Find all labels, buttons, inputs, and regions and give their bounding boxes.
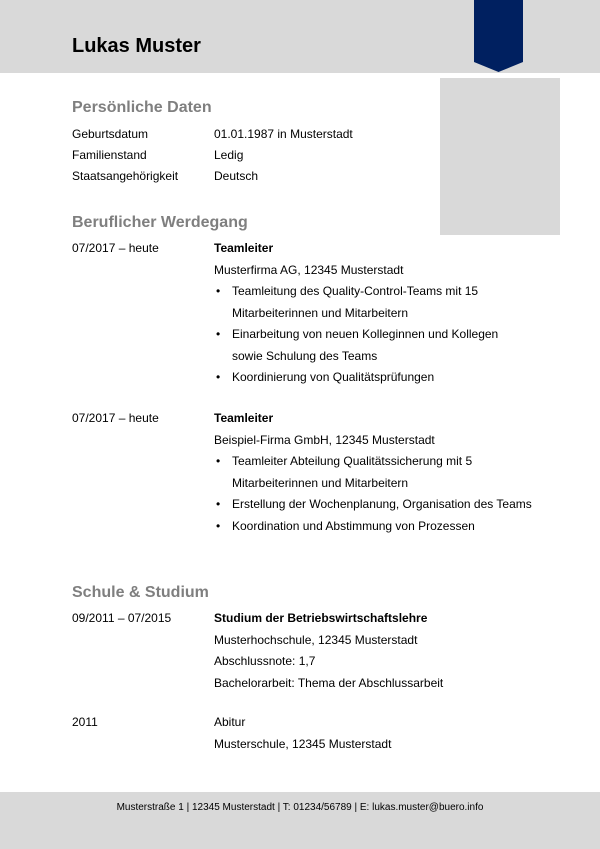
bullet-dot-icon: • xyxy=(216,327,221,341)
bullet-item xyxy=(214,367,532,389)
bullet-dot-icon: • xyxy=(216,370,221,384)
bullet-item xyxy=(214,324,532,367)
bullet-text: Koordinierung von Qualitätsprüfungen xyxy=(232,370,435,384)
entry-date: 09/2011 – 07/2015 xyxy=(72,611,172,625)
footer-contact: Musterstraße 1 | 12345 Musterstadt | T: 01234/56789 | E: lukas.muster@buero.info xyxy=(116,802,484,813)
bullet-dot-icon: • xyxy=(216,518,221,533)
footer-band xyxy=(0,792,600,849)
bullet-text: Teamleitung des Quality-Control-Teams mit 15 Mitarbeiterinnen und Mitarbeitern xyxy=(232,284,479,320)
bullet-text: Teamleiter Abteilung Qualitätssicherung mit 5 Mitarbeiterinnen und Mitarbeitern xyxy=(232,454,473,490)
personal-label: Familienstand xyxy=(72,148,147,162)
entry-company: Musterfirma AG, 12345 Musterstadt xyxy=(214,262,404,277)
bullet-dot-icon: • xyxy=(216,284,221,298)
bookmark-ribbon-icon xyxy=(474,0,523,72)
entry-title: Teamleiter xyxy=(214,241,274,255)
education-entry xyxy=(72,712,542,755)
personal-value: Deutsch xyxy=(214,169,259,183)
bullet-text: Einarbeitung von neuen Kolleginnen und Kollegen sowie Schulung des Teams xyxy=(232,327,499,363)
personal-row xyxy=(72,166,542,187)
entry-body xyxy=(214,408,542,537)
entry-date: 07/2017 – heute xyxy=(72,241,159,255)
entry-title: Abitur xyxy=(214,715,246,729)
education-entry xyxy=(72,608,542,694)
career-entry xyxy=(72,238,542,389)
personal-row xyxy=(72,124,542,145)
bullet-item xyxy=(214,516,532,538)
entry-date: 2011 xyxy=(72,715,98,729)
entry-title: Studium der Betriebswirtschaftslehre xyxy=(214,611,428,625)
bullet-text: Erstellung der Wochenplanung, Organisation des Teams xyxy=(232,497,532,511)
personal-row xyxy=(72,145,542,166)
entry-line: Bachelorarbeit: Thema der Abschlussarbeit xyxy=(214,675,444,690)
bullet-item xyxy=(214,281,532,324)
entry-date: 07/2017 – heute xyxy=(72,411,159,425)
entry-body xyxy=(214,712,542,755)
bullet-dot-icon: • xyxy=(216,497,221,511)
section-title-education: Schule & Studium xyxy=(72,584,209,601)
bullet-item xyxy=(214,494,532,516)
personal-value: Ledig xyxy=(214,148,244,162)
personal-label: Staatsangehörigkeit xyxy=(72,169,179,183)
section-title-career: Beruflicher Werdegang xyxy=(72,214,248,231)
personal-label: Geburtsdatum xyxy=(72,127,149,141)
entry-bullets xyxy=(214,281,542,389)
entry-line: Abschlussnote: 1,7 xyxy=(214,654,316,668)
bullet-dot-icon: • xyxy=(216,454,221,468)
applicant-name: Lukas Muster xyxy=(72,35,201,57)
entry-body xyxy=(214,238,542,389)
career-entry xyxy=(72,408,542,537)
bullet-text: Koordination und Abstimmung von Prozessen xyxy=(232,518,475,533)
entry-title: Teamleiter xyxy=(214,411,274,425)
section-title-personal: Persönliche Daten xyxy=(72,99,212,116)
personal-value: 01.01.1987 in Musterstadt xyxy=(214,127,353,141)
personal-data-section xyxy=(72,124,542,187)
entry-company: Beispiel-Firma GmbH, 12345 Musterstadt xyxy=(214,432,435,447)
entry-line: Musterschule, 12345 Musterstadt xyxy=(214,736,392,751)
bullet-item xyxy=(214,451,532,494)
entry-bullets xyxy=(214,451,542,537)
entry-body xyxy=(214,608,542,694)
entry-line: Musterhochschule, 12345 Musterstadt xyxy=(214,632,418,647)
